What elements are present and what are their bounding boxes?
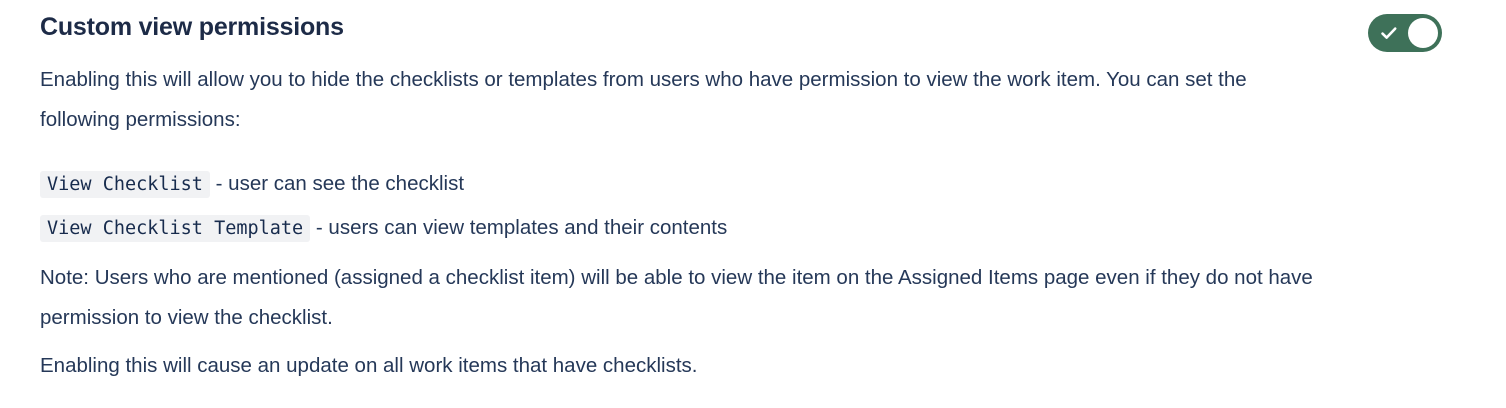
permission-description: - users can view templates and their contents <box>315 216 728 239</box>
note-paragraph: Note: Users who are mentioned (assigned a checklist item) will be able to view the item on the Assigned Items page even if they do not have permission to view the checklist. <box>40 266 1313 329</box>
list-item <box>40 162 1466 206</box>
page-title: Custom view permissions <box>40 13 344 41</box>
permission-code: View Checklist <box>40 171 210 198</box>
section-header <box>40 10 1466 52</box>
check-icon <box>1380 24 1398 42</box>
custom-view-permissions-toggle[interactable] <box>1368 14 1442 52</box>
toggle-knob <box>1408 18 1438 48</box>
footer-paragraph: Enabling this will cause an update on all work items that have checklists. <box>40 354 698 377</box>
permission-description: - user can see the checklist <box>215 172 465 195</box>
list-item <box>40 206 1466 250</box>
permission-code: View Checklist Template <box>40 215 310 242</box>
intro-paragraph: Enabling this will allow you to hide the checklists or templates from users who have permission to view the work item. You can set the following permissions: <box>40 68 1247 131</box>
permissions-list <box>40 162 1466 250</box>
